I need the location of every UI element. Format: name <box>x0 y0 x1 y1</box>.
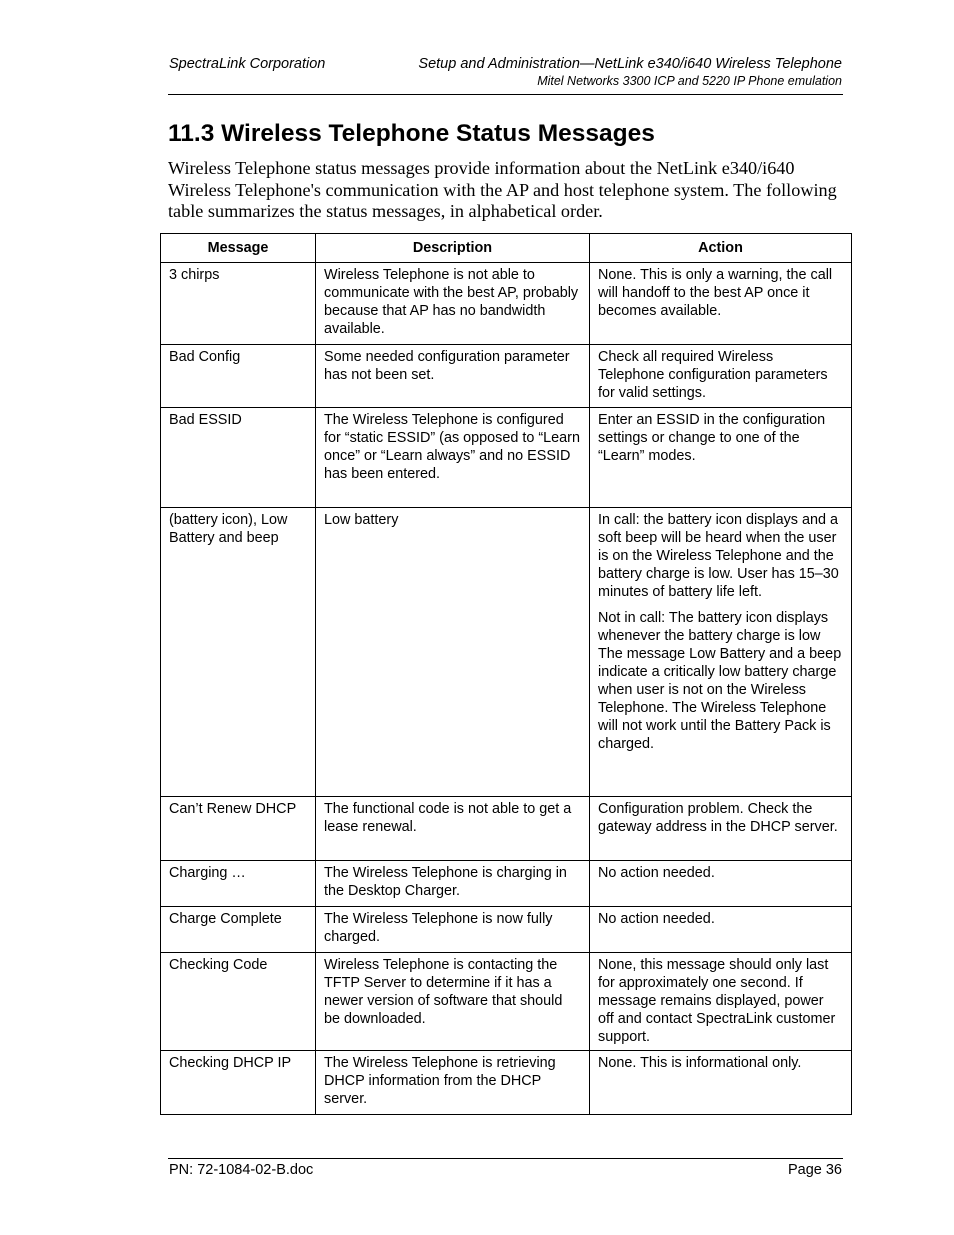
action-cell <box>590 861 852 907</box>
action-cell <box>590 797 852 861</box>
action-cell <box>590 508 852 797</box>
action-text: No action needed. <box>598 911 715 927</box>
description-cell: Wireless Telephone is contacting the TFTP Server to determine if it has a newer version of software that should be downloaded. <box>316 953 590 1051</box>
action-cell <box>590 408 852 508</box>
message-cell: Checking Code <box>161 953 316 1051</box>
description-cell: The Wireless Telephone is now fully charged. <box>316 907 590 953</box>
message-cell: Can’t Renew DHCP <box>161 797 316 861</box>
action-cell <box>590 907 852 953</box>
footer-page-number: Page 36 <box>787 1162 842 1178</box>
description-cell: The Wireless Telephone is charging in the Desktop Charger. <box>316 861 590 907</box>
status-messages-table <box>160 233 852 1115</box>
section-heading: 11.3 Wireless Telephone Status Messages <box>168 120 655 147</box>
column-header-description: Description <box>316 234 590 263</box>
action-cell <box>590 345 852 408</box>
message-cell: Checking DHCP IP <box>161 1051 316 1115</box>
table-row <box>161 345 852 408</box>
message-cell: Bad ESSID <box>161 408 316 508</box>
action-cell <box>590 1051 852 1115</box>
description-cell: The functional code is not able to get a lease renewal. <box>316 797 590 861</box>
table-header-row <box>161 234 852 263</box>
table-row <box>161 907 852 953</box>
table-row <box>161 508 852 797</box>
message-cell: Charge Complete <box>161 907 316 953</box>
table-row <box>161 861 852 907</box>
action-text: Enter an ESSID in the configuration settings or change to one of the “Learn” modes. <box>598 412 826 464</box>
action-text-in-call: In call: the battery icon displays and a soft beep will be heard when the user is on the Wireless Telephone and the battery charge is low. User has 15–30 minutes of battery life left. <box>598 512 839 600</box>
table-row <box>161 408 852 508</box>
message-cell: (battery icon), Low Battery and beep <box>161 508 316 797</box>
description-cell: The Wireless Telephone is retrieving DHCP information from the DHCP server. <box>316 1051 590 1115</box>
message-cell: Charging … <box>161 861 316 907</box>
action-text: None. This is informational only. <box>598 1055 802 1071</box>
table-row <box>161 1051 852 1115</box>
description-cell: Some needed configuration parameter has not been set. <box>316 345 590 408</box>
description-cell: The Wireless Telephone is configured for “static ESSID” (as opposed to “Learn once” or “Learn always” and no ESSID has been entered. <box>316 408 590 508</box>
page-header <box>168 56 843 95</box>
column-header-message: Message <box>161 234 316 263</box>
action-text: None. This is only a warning, the call will handoff to the best AP once it becomes available. <box>598 267 833 319</box>
page-footer <box>168 1158 843 1178</box>
intro-paragraph: Wireless Telephone status messages provide information about the NetLink e340/i640 Wireless Telephone's communication with the AP and host telephone system. The following table summarizes the status messages, in alphabetical order. <box>168 158 837 222</box>
action-cell <box>590 263 852 345</box>
message-cell: 3 chirps <box>161 263 316 345</box>
footer-part-number: PN: 72-1084-02-B.doc <box>169 1162 314 1178</box>
action-text: None, this message should only last for approximately one second. If message remains displayed, power off and contact SpectraLink customer support. <box>598 957 836 1045</box>
table-row <box>161 797 852 861</box>
action-text: No action needed. <box>598 865 715 881</box>
action-text: Configuration problem. Check the gateway address in the DHCP server. <box>598 801 838 835</box>
header-company: SpectraLink Corporation <box>169 56 326 72</box>
description-cell: Low battery <box>316 508 590 797</box>
header-title: Setup and Administration—NetLink e340/i640 Wireless Telephone <box>418 56 842 72</box>
table-row <box>161 953 852 1051</box>
header-subtitle: Mitel Networks 3300 ICP and 5220 IP Phone emulation <box>537 74 842 88</box>
column-header-action: Action <box>590 234 852 263</box>
action-text: Check all required Wireless Telephone configuration parameters for valid settings. <box>598 349 828 401</box>
action-cell <box>590 953 852 1051</box>
action-text-not-in-call: Not in call: The battery icon displays whenever the battery charge is low The message Low Battery and a beep indicate a critically low battery charge when user is not on the Wireless Telephone. The Wireless Telephone will not work until the Battery Pack is charged. <box>598 610 842 752</box>
table-row <box>161 263 852 345</box>
description-cell: Wireless Telephone is not able to communicate with the best AP, probably because that AP has no bandwidth available. <box>316 263 590 345</box>
message-cell: Bad Config <box>161 345 316 408</box>
